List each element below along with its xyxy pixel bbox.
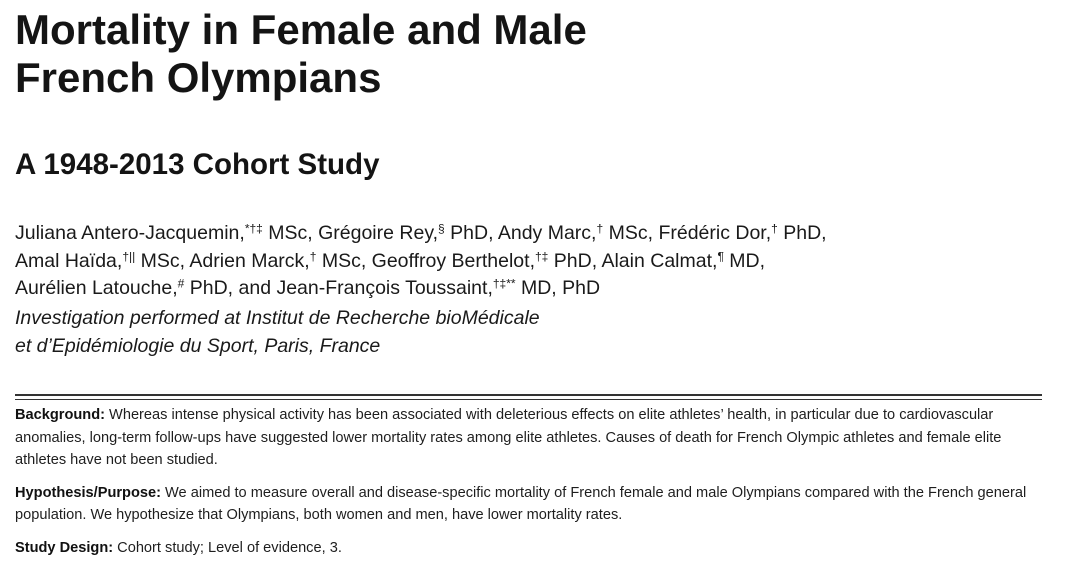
article-title-line-1: Mortality in Female and Male: [15, 6, 587, 53]
abstract-background-label: Background:: [15, 407, 105, 423]
author-degree: PhD,: [444, 222, 498, 244]
section-divider-thick: [15, 394, 1042, 396]
affiliation: [15, 304, 540, 360]
author-degree: MSc,: [262, 222, 319, 244]
author-name: Juliana Antero-Jacquemin,: [15, 222, 245, 244]
abstract-background: [15, 404, 1047, 472]
abstract-background-text: Whereas intense physical activity has been associated with deleterious effects on elite athletes’ health, in particular due to cardiovascular anomalies, long-term follow-ups have suggested lower mortality rates among elite athletes. Causes of death for French Olympic athletes and female elite athletes have not been studied.: [15, 407, 1002, 468]
author-line-3: [15, 275, 1075, 303]
author-affiliation-marks: †: [596, 221, 604, 236]
author-affiliation-marks: †||: [122, 248, 136, 263]
author-affiliation-marks: *†‡: [244, 221, 263, 236]
author-degree: MD, PhD: [515, 277, 601, 299]
author-name: Andy Marc,: [497, 222, 597, 244]
author-name: Adrien Marck,: [189, 249, 310, 272]
author-affiliation-marks: #: [177, 276, 185, 291]
abstract: [15, 404, 1047, 569]
author-affiliation-marks: †‡**: [492, 276, 516, 291]
author-affiliation-marks: †: [771, 221, 778, 236]
author-affiliation-marks: †: [309, 248, 317, 263]
affiliation-line-2: et d’Epidémiologie du Sport, Paris, France: [15, 335, 381, 357]
author-name: Aurélien Latouche,: [15, 277, 178, 299]
author-degree: MSc,: [316, 249, 372, 272]
author-affiliation-marks: §: [438, 221, 445, 236]
author-name: Geoffroy Berthelot,: [371, 249, 535, 272]
author-name: Jean-François Toussaint,: [276, 277, 493, 299]
abstract-study-design-label: Study Design:: [15, 539, 114, 556]
author-degree: PhD, and: [184, 277, 277, 299]
author-affiliation-marks: †‡: [534, 248, 549, 263]
abstract-hypothesis: [15, 482, 1047, 527]
author-name: Alain Calmat,: [601, 249, 718, 272]
author-name: Amal Haïda,: [15, 249, 123, 272]
author-degree: MSc,: [603, 222, 659, 244]
author-degree: PhD,: [777, 222, 827, 244]
article-subtitle: A 1948-2013 Cohort Study: [15, 148, 380, 181]
author-degree: MD,: [723, 249, 766, 272]
author-line-2: [15, 248, 1075, 276]
section-divider-thin: [15, 399, 1042, 400]
author-degree: PhD,: [548, 249, 602, 272]
author-degree: MSc,: [135, 249, 190, 272]
abstract-hypothesis-label: Hypothesis/Purpose:: [15, 484, 161, 501]
abstract-study-design: [15, 537, 1047, 560]
affiliation-line-1: Investigation performed at Institut de Recherche bioMédicale: [15, 307, 540, 329]
article-title-line-2: French Olympians: [15, 54, 382, 101]
author-affiliation-marks: ¶: [717, 248, 724, 263]
abstract-hypothesis-text: We aimed to measure overall and disease-specific mortality of French female and male Olympians compared with the French general population. We hypothesize that Olympians, both women and men, have lower mortality rates.: [15, 484, 1027, 523]
author-list: [15, 220, 1075, 303]
author-name: Grégoire Rey,: [318, 222, 439, 244]
abstract-study-design-text: Cohort study; Level of evidence, 3.: [113, 539, 342, 556]
author-line-1: [15, 220, 1075, 248]
article-title: [15, 6, 587, 102]
author-name: Frédéric Dor,: [658, 222, 772, 244]
